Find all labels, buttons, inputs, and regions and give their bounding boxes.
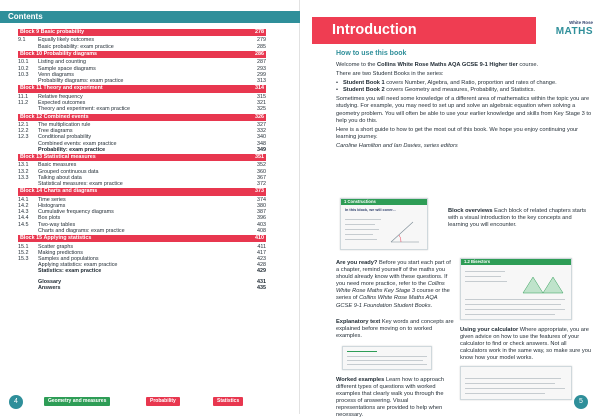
introduction-page: [300, 0, 600, 419]
toc-page-number: 374: [257, 196, 266, 203]
toc-section-number: 12.1: [18, 121, 29, 128]
toc-label: Conditional probability: [38, 134, 92, 141]
toc-section-number: 10.2: [18, 65, 29, 72]
toc-label: Two-way tables: [38, 221, 76, 228]
toc-entry[interactable]: [18, 44, 266, 50]
toc-section-number: 14.1: [18, 196, 29, 203]
toc-label: Scatter graphs: [38, 243, 74, 250]
introduction-header-bar: [312, 17, 536, 44]
footer-tag-probability[interactable]: Probability: [146, 397, 180, 406]
toc-label: Grouped continuous data: [38, 168, 99, 175]
footer-tag-statistics[interactable]: Statistics: [213, 397, 243, 406]
toc-page-number: 349: [257, 146, 266, 153]
toc-label: Basic measures: [38, 162, 77, 169]
series-editors: Caroline Hamilton and Ian Davies, series editors: [336, 142, 458, 149]
toc-section-number: [18, 147, 38, 153]
intro-paragraph-3: Sometimes you will need some knowledge of a different area of mathematics within the topic you are studying. For example, you may need to set up and solve an algebraic equation when solving a geometry problem. You will often be able to use your earlier knowledge and skills from Key Stage 3 to help you do this.: [336, 96, 592, 124]
toc-section-number: 13.1: [18, 162, 29, 169]
toc-page-number: 428: [257, 262, 266, 269]
toc-section-number: [18, 268, 38, 274]
toc-label: Statistical measures: exam practice: [38, 181, 123, 188]
toc-label: Block 13 Statistical measures: [20, 154, 96, 161]
toc-section-number: 14.5: [18, 221, 29, 228]
toc-label: Block 11 Theory and experiment: [20, 85, 103, 92]
toc-label: Combined events: exam practice: [38, 140, 117, 147]
toc-page-number: 351: [255, 154, 264, 161]
toc-label: Time series: [38, 196, 66, 203]
worked-example-thumbnail: [460, 366, 572, 400]
toc-entry[interactable]: [18, 147, 266, 153]
toc-label: Block 15 Applying statistics: [20, 235, 92, 242]
toc-page-number: 387: [257, 209, 266, 216]
toc-label: Samples and populations: [38, 256, 99, 263]
toc-section-number: 11.2: [18, 99, 29, 106]
toc-label: Equally likely outcomes: [38, 37, 95, 44]
toc-entry[interactable]: [18, 78, 266, 84]
using-calculator-description: Using your calculator Where appropriate, you are given advice on how to use the features of your calculator to find or check answers. Not all calculators work in the same way, so make sure you know how your model works.: [460, 327, 592, 362]
chapter-page-thumbnail: [460, 258, 572, 320]
toc-page-number: 417: [257, 249, 266, 256]
thumbnail-title: 1.2 Bisectors: [461, 259, 571, 265]
student-book-list: [336, 80, 592, 94]
toc-label: Applying statistics: exam practice: [38, 262, 118, 269]
toc-page-number: 287: [257, 59, 266, 66]
toc-page-number: 332: [257, 128, 266, 135]
toc-page-number: 279: [257, 37, 266, 44]
toc-section-number: 15.2: [18, 249, 29, 256]
toc-section-number: 12.2: [18, 128, 29, 135]
toc-page-number: 410: [255, 235, 264, 242]
page-number-right: 5: [574, 395, 588, 409]
construction-diagram-icon: [387, 216, 423, 246]
toc-page-number: 403: [257, 221, 266, 228]
toc-section-number: 15.3: [18, 256, 29, 263]
how-to-use-heading: How to use this book: [336, 50, 407, 57]
toc-label: Cumulative frequency diagrams: [38, 209, 114, 216]
toc-page-number: 367: [257, 174, 266, 181]
toc-page-number: 293: [257, 65, 266, 72]
toc-label: Making predictions: [38, 249, 83, 256]
toc-label: Histograms: [38, 203, 66, 210]
toc-page-number: 278: [255, 29, 264, 35]
toc-entry[interactable]: [18, 106, 266, 112]
toc-page-number: 313: [257, 77, 266, 84]
toc-page-number: 299: [257, 71, 266, 78]
page-title: Introduction: [332, 22, 417, 38]
toc-page-number: 348: [257, 140, 266, 147]
toc-page-number: 423: [257, 256, 266, 263]
toc-section-number: 14.2: [18, 203, 29, 210]
toc-label: The multiplication rule: [38, 121, 91, 128]
toc-label: Venn diagrams: [38, 71, 74, 78]
contents-header-bar: [0, 11, 300, 23]
toc-page-number: 431: [257, 278, 266, 285]
intro-paragraph-4: Here is a short guide to how to get the most out of this book. We hope you enjoy continuing your learning journey.: [336, 126, 579, 140]
toc-page-number: 408: [257, 227, 266, 234]
logo-top-text: White Rose: [569, 20, 593, 25]
toc-page-number: 380: [257, 203, 266, 210]
toc-section-number: 10.1: [18, 59, 29, 66]
toc-label: Charts and diagrams: exam practice: [38, 227, 125, 234]
toc-entry[interactable]: [18, 285, 266, 291]
toc-label: Block 12 Combined events: [20, 113, 89, 120]
toc-label: Basic probability: exam practice: [38, 43, 114, 50]
toc-page-number: 315: [257, 93, 266, 100]
toc-label: Block 14 Charts and diagrams: [20, 188, 98, 195]
thumbnail-subtitle: In this block, we will cover...: [345, 208, 396, 212]
toc-section-number: [18, 285, 38, 291]
contents-title: Contents: [8, 12, 43, 21]
toc-page-number: 285: [257, 43, 266, 50]
list-item: • Student Book 1 covers Number, Algebra, and Ratio, proportion and rates of change.: [336, 80, 592, 87]
toc-entry[interactable]: [18, 181, 266, 187]
toc-page-number: 372: [257, 181, 266, 188]
contents-page: [0, 0, 300, 414]
explanatory-text-description: Explanatory text Key words and concepts are explained before moving on to worked examples.: [336, 319, 454, 340]
white-rose-maths-logo: [543, 20, 593, 42]
left-footer: [0, 390, 300, 414]
toc-label: Statistics: exam practice: [38, 268, 102, 275]
bisector-triangles-icon: [519, 273, 567, 295]
toc-entry[interactable]: [18, 228, 266, 234]
block-overview-thumbnail: [340, 198, 428, 250]
toc-label: Sample space diagrams: [38, 65, 96, 72]
toc-page-number: 327: [257, 121, 266, 128]
list-item: • Student Book 2 covers Geometry and measures, Probability, and Statistics.: [336, 87, 592, 94]
toc-page-number: 325: [257, 106, 266, 113]
toc-page-number: 321: [257, 99, 266, 106]
toc-page-number: 286: [255, 50, 264, 57]
toc-page-number: 435: [257, 284, 266, 291]
logo-main-text: MATHS: [555, 26, 593, 37]
toc-label: Box plots: [38, 215, 61, 222]
toc-section-number: [18, 44, 38, 50]
toc-section-number: [18, 228, 38, 234]
toc-block-heading[interactable]: [18, 154, 266, 161]
toc-page-number: 314: [255, 85, 264, 92]
toc-label: Relative frequency: [38, 93, 83, 100]
toc-page-number: 411: [257, 243, 266, 250]
toc-page-number: 429: [257, 268, 266, 275]
thumbnail-title: 1 Constructions: [341, 199, 427, 205]
calculator-tip-thumbnail: [342, 346, 432, 370]
toc-page-number: 396: [257, 215, 266, 222]
toc-label: Probability diagrams: exam practice: [38, 77, 124, 84]
toc-section-number: 13.3: [18, 174, 29, 181]
toc-block-heading[interactable]: [18, 85, 266, 92]
toc-section-number: 14.3: [18, 209, 29, 216]
block-overviews-description: Block overviews Each block of related chapters starts with a visual introduction to the key concepts and learning you will encounter.: [448, 208, 587, 229]
table-of-contents: [18, 29, 266, 291]
toc-page-number: 360: [257, 168, 266, 175]
toc-label: Probability: exam practice: [38, 146, 106, 153]
toc-section-number: 14.4: [18, 215, 29, 222]
toc-label: Tree diagrams: [38, 128, 73, 135]
toc-block-heading[interactable]: [18, 235, 266, 242]
toc-page-number: 340: [257, 134, 266, 141]
toc-label: Talking about data: [38, 174, 82, 181]
toc-block-heading[interactable]: [18, 29, 266, 36]
toc-section-number: 10.3: [18, 71, 29, 78]
worked-examples-description: Worked examples Learn how to approach different types of questions with worked examples that clearly walk you through the process of answering. Visual representations are provided to help when necessary.: [336, 377, 445, 419]
intro-text: [336, 62, 592, 152]
intro-paragraph-1: Welcome to the Collins White Rose Maths AQA GCSE 9-1 Higher tier course.: [336, 62, 539, 68]
toc-label: Block 9 Basic probability: [20, 29, 85, 35]
toc-section-number: [18, 181, 38, 187]
toc-page-number: 373: [255, 188, 264, 195]
toc-label: Answers: [38, 284, 61, 291]
toc-section-number: 9.1: [18, 37, 26, 44]
toc-block-heading[interactable]: [18, 51, 266, 58]
are-you-ready-description: Are you ready? Before you start each part of a chapter, remind yourself of the maths you should already know with these questions. If you need more practice, refer to the Collins White Rose Maths Key Stage 3 course or the series of Collins White Rose Maths AQA GCSE 9-1 Foundation Student Books.: [336, 260, 451, 309]
toc-section-number: 13.2: [18, 168, 29, 175]
toc-section-number: [18, 78, 38, 84]
toc-section-number: 12.3: [18, 134, 29, 141]
page-number-left: 4: [9, 395, 23, 409]
toc-label: Listing and counting: [38, 59, 86, 66]
toc-page-number: 326: [255, 113, 264, 120]
toc-section-number: 11.1: [18, 93, 29, 100]
toc-label: Glossary: [38, 278, 62, 285]
toc-section-number: 15.1: [18, 243, 29, 250]
toc-page-number: 352: [257, 162, 266, 169]
toc-label: Expected outcomes: [38, 99, 86, 106]
intro-paragraph-2: There are two Student Books in the series:: [336, 71, 444, 78]
toc-block-heading[interactable]: [18, 114, 266, 121]
toc-section-number: [18, 106, 38, 112]
toc-block-heading[interactable]: [18, 188, 266, 195]
toc-label: Theory and experiment: exam practice: [38, 106, 130, 113]
footer-tag-geometry[interactable]: Geometry and measures: [44, 397, 110, 406]
toc-label: Block 10 Probability diagrams: [20, 50, 97, 57]
